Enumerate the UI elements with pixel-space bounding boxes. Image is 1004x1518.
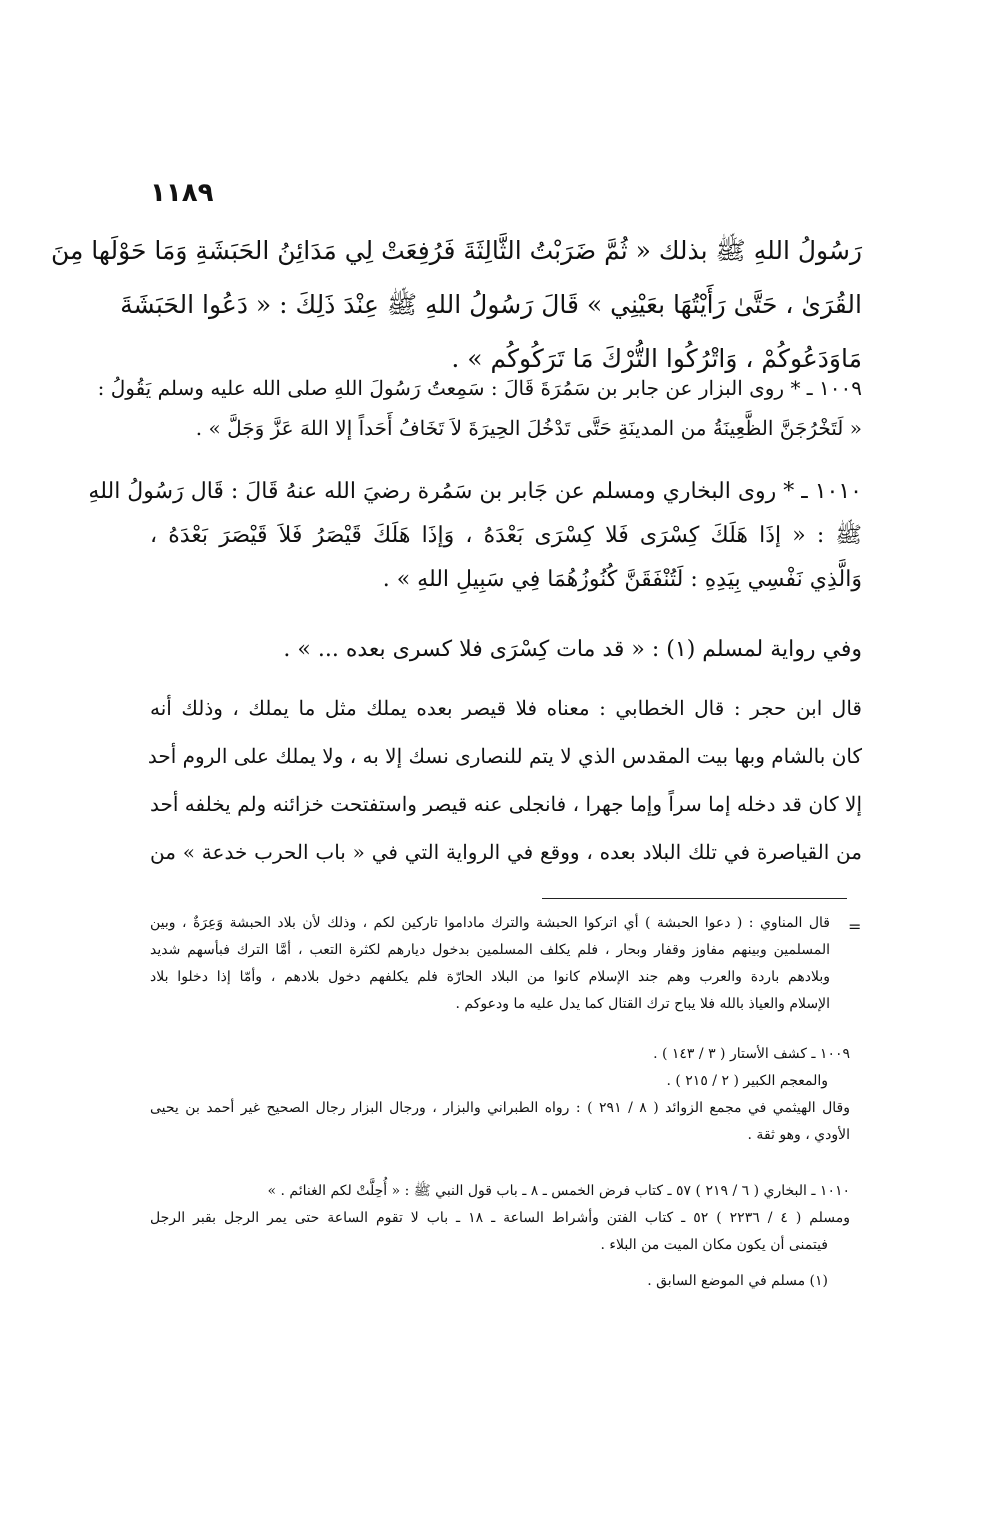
footnote-divider (542, 898, 847, 899)
footnote-line: الإسلام والعياذ بالله فلا يباح ترك القتال كما يدل عليه ما ودعوكم . (455, 996, 830, 1012)
text-line: ١٠١٠ ـ * روى البخاري ومسلم عن جَابر بن سَمُرة رضيَ الله عنهُ قَالَ : قَال رَسُولُ اللهِ (88, 479, 862, 504)
hadith-1010 (88, 470, 862, 602)
text-line: كان بالشام وبها بيت المقدس الذي لا يتم للنصارى نسك إلا به ، ولا يملك على الروم أحد (147, 744, 862, 768)
muslim-riwaya (150, 628, 862, 672)
text-line: إلا كان قد دخله إما سراً وإما جهرا ، فانجلى عنه قيصر واستفتحت خزائنه ولم يخلفه أحد (150, 792, 862, 816)
footnote-line: وقال الهيثمي في مجمع الزوائد ( ٨ / ٢٩١ ) : رواه الطبراني والبزار ، ورجال البزار رجال الصحيح غير أحمد بن يحيى (150, 1100, 850, 1116)
text-line: وَالَّذِي نَفْسِي بِيَدِهِ : لَتُنْفَقَنَّ كُنُوزُهُمَا فِي سَبِيلِ اللهِ » . (382, 567, 862, 592)
footnote-line: وبلادهم باردة والعرب وهم جند الإسلام كانوا من البلاد الحارّة فلم يكلفهم دخول بلادهم ، وأمّا إذا دخلوا بلاد (150, 969, 830, 985)
text-line: ﷺ : « إذَا هَلَكَ كِسْرَى فَلا كِسْرَى بَعْدَهُ ، وَإذَا هَلَكَ قَيْصَرُ فَلاَ قَيْصَرَ بَعْدَهُ ، (150, 523, 862, 548)
footnote-line: ١٠٠٩ ـ كشف الأستار ( ٣ / ١٤٣ ) . (653, 1046, 850, 1062)
page-number: ١١٨٩ (150, 178, 214, 208)
footnote-line: والمعجم الكبير ( ٢ / ٢١٥ ) . (666, 1073, 828, 1089)
footnote-line: ومسلم ( ٤ / ٢٢٣٦ ) ٥٢ ـ كتاب الفتن وأشراط الساعة ـ ١٨ ـ باب لا تقوم الساعة حتى يمر الرجل بقبر الرجل (150, 1210, 850, 1226)
text-line: وفي رواية لمسلم (١) : « قد مات كِسْرَى فلا كسرى بعده ... » . (283, 637, 862, 662)
footnote-line: (١) مسلم في الموضع السابق . (647, 1273, 828, 1289)
references-1009 (150, 1041, 850, 1149)
text-line: « لَتَخْرُجَنَّ الظَّعِينَةُ من المدينَةِ حَتَّى تَدْخُلَ الحِيرَةَ لاَ تَخَافُ أَحَداً إلا اللهَ عَزَّ وَجَلَّ » . (195, 416, 862, 440)
text-line: القُرَىٰ ، حَتَّىٰ رَأَيْتُهَا بعَيْنِي » قَالَ رَسُولُ اللهِ ﷺ عِنْدَ ذَلِكَ : « دَعُوا الحَبَشَةَ (120, 290, 862, 319)
footnote-line: الأودي ، وهو ثقة . (747, 1127, 850, 1143)
text-line: رَسُولُ اللهِ ﷺ بذلك « ثُمَّ ضَرَبْتُ الثَّالِثَةَ فَرُفِعَتْ لِي مَدَائِنُ الحَبَشَةِ وَمَا حَوْلَها مِنَ (50, 236, 862, 265)
hadith-1009 (97, 368, 862, 448)
footnote-line: ١٠١٠ ـ البخاري ( ٦ / ٢١٩ ) ٥٧ ـ كتاب فرض الخمس ـ ٨ ـ باب قول النبي ﷺ : « أُحِلَّتْ لكم الغنائم . » (267, 1183, 850, 1199)
top-paragraph (50, 224, 862, 386)
footnote-continuation-marker: = (848, 917, 862, 936)
footnote-line: المسلمين وبينهم مفاوز وقفار وبحار ، فلم يكلف المسلمين بدخول ديارهم لكثرة التعب ، أمَّا الترك فبأسهم شديد (150, 942, 830, 958)
footnote-manawi (150, 910, 830, 1018)
text-line: قال ابن حجر : قال الخطابي : معناه فلا قيصر بعده يملك مثل ما يملك ، وذلك أنه (150, 696, 862, 720)
footnote-line: فيتمنى أن يكون مكان الميت من البلاء . (600, 1237, 828, 1253)
text-line: ١٠٠٩ ـ * روى البزار عن جابر بن سَمُرَةَ قَالَ : سَمِعتُ رَسُولَ اللهِ صلى الله عليه وسلم يَقُولُ : (97, 376, 862, 400)
text-line: من القياصرة في تلك البلاد بعده ، ووقع في الرواية التي في « باب الحرب خدعة » من (150, 840, 862, 864)
footnote-line: قال المناوي : ( دعوا الحبشة ) أي اتركوا الحبشة والترك ماداموا تاركين لكم ، وذلك لأن بلاد الحبشة وَعِرَةٌ ، وبين (150, 915, 830, 931)
footnote-1 (150, 1268, 850, 1295)
text-line: مَاوَدَعُوكُمْ ، وَاتْرُكُوا التُّرْكَ مَا تَرَكُوكُم » . (451, 344, 862, 373)
references-1010 (150, 1178, 850, 1259)
commentary-paragraph (147, 684, 862, 876)
